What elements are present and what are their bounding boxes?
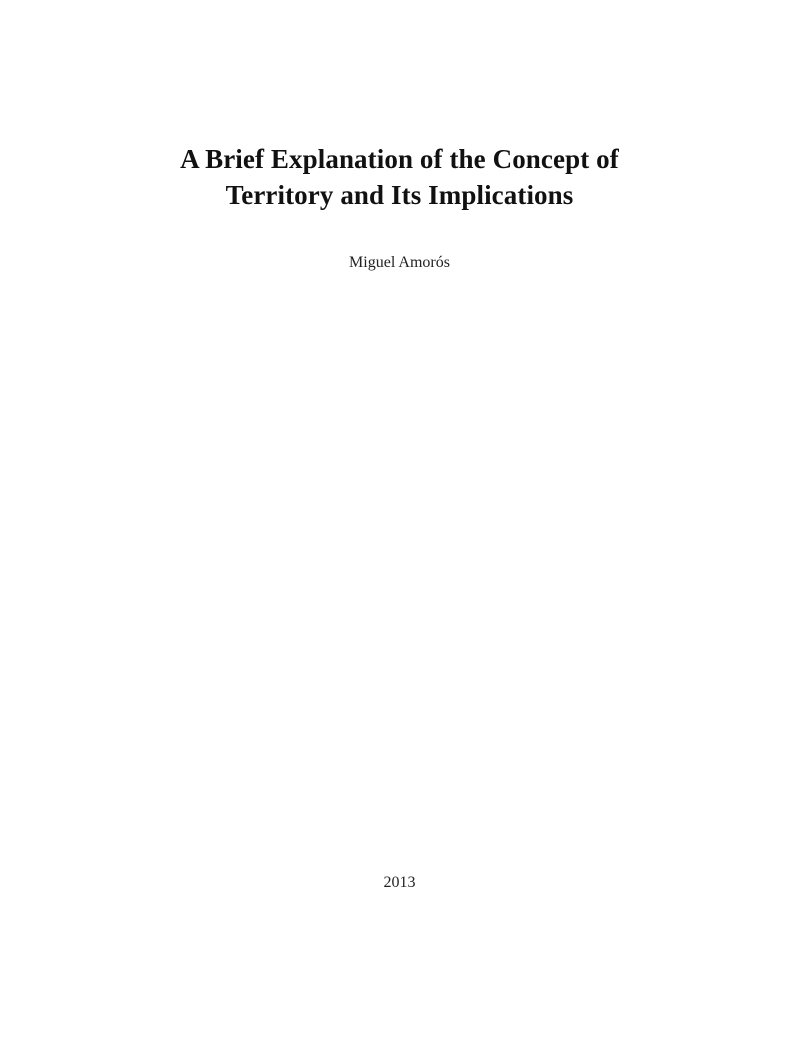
author-name: Miguel Amorós bbox=[349, 254, 450, 271]
publication-year: 2013 bbox=[383, 874, 416, 891]
document-title bbox=[0, 141, 799, 213]
title-line-1: A Brief Explanation of the Concept of bbox=[180, 144, 619, 174]
title-line-2: Territory and Its Implications bbox=[225, 180, 574, 210]
